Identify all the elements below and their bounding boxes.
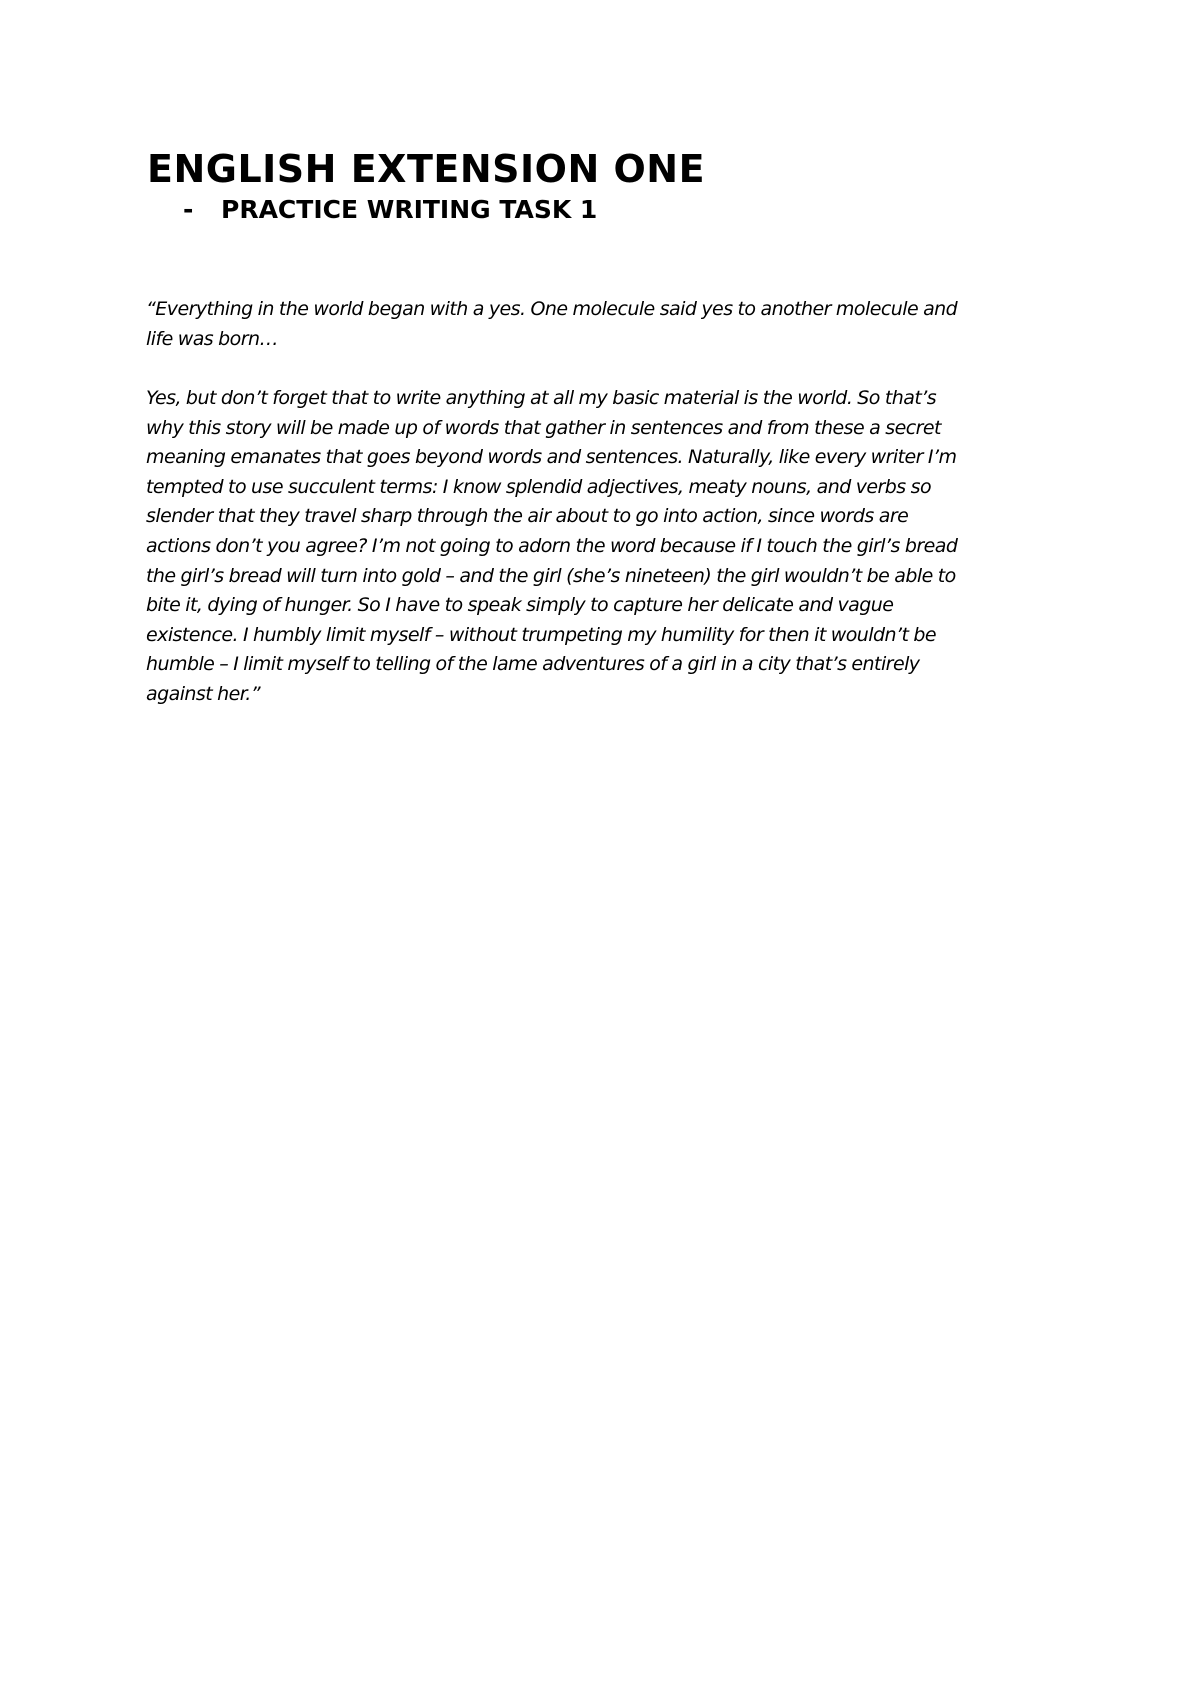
- text-line: actions don’t you agree? I’m not going to adorn the word because if I touch the girl’s bread: [146, 534, 958, 557]
- text-line: existence. I humbly limit myself – without trumpeting my humility for then it wouldn’t be: [146, 623, 937, 646]
- subtitle-dash: -: [183, 195, 194, 224]
- quote-paragraph-2: [146, 384, 1046, 710]
- text-line: “Everything in the world began with a yes. One molecule said yes to another molecule and: [146, 298, 958, 320]
- text-line: tempted to use succulent terms: I know splendid adjectives, meaty nouns, and verbs so: [146, 475, 932, 498]
- text-line: why this story will be made up of words that gather in sentences and from these a secret: [146, 416, 941, 439]
- text-line: against her.”: [146, 682, 261, 705]
- document-title: ENGLISH EXTENSION ONE: [147, 147, 706, 191]
- text-line: humble – I limit myself to telling of the lame adventures of a girl in a city that’s entirely: [146, 653, 920, 676]
- text-line: meaning emanates that goes beyond words and sentences. Naturally, like every writer I’m: [146, 446, 957, 469]
- quote-paragraph-1: [146, 295, 1046, 354]
- text-line: slender that they travel sharp through the air about to go into action, since words are: [146, 505, 909, 528]
- text-line: life was born…: [146, 327, 278, 350]
- text-line: Yes, but don’t forget that to write anything at all my basic material is the world. So that’s: [146, 387, 937, 409]
- subtitle-text: PRACTICE WRITING TASK 1: [221, 195, 598, 224]
- text-line: the girl’s bread will turn into gold – and the girl (she’s nineteen) the girl wouldn’t be able to: [146, 564, 956, 587]
- text-line: bite it, dying of hunger. So I have to speak simply to capture her delicate and vague: [146, 594, 894, 617]
- document-subtitle: [183, 192, 597, 228]
